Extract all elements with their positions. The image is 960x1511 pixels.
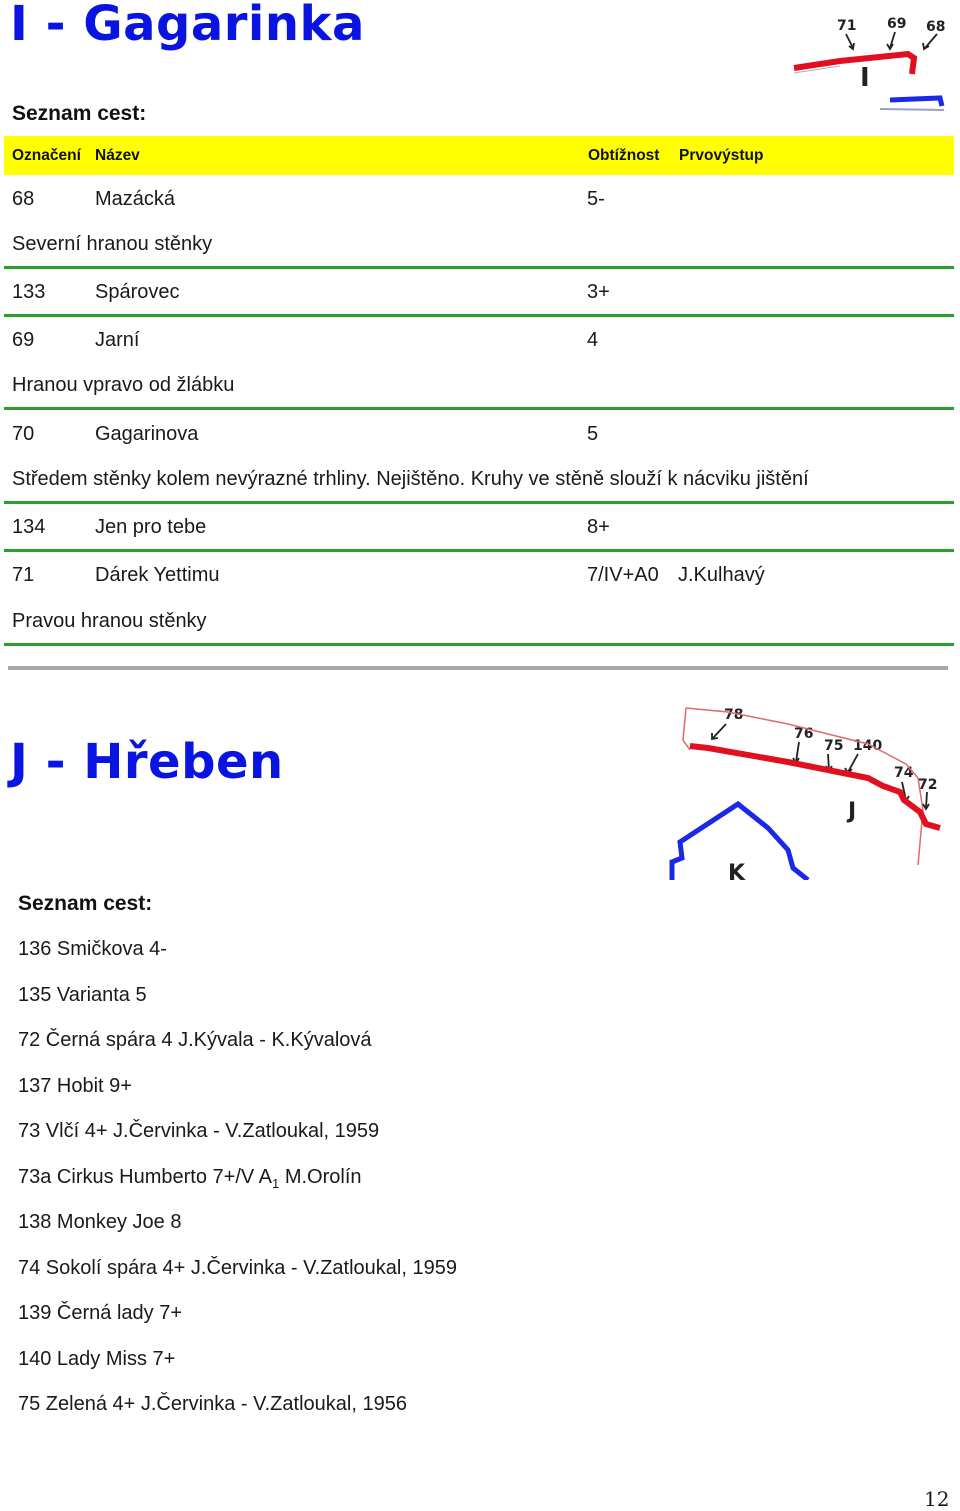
map-label-68: 68 [926, 19, 946, 35]
row-separator [4, 643, 954, 646]
route-line: 75 Zelená 4+ J.Červinka - V.Zatloukal, 1956 [18, 1393, 407, 1415]
route-73a-main: 73a Cirkus Humberto 7+/V A [18, 1166, 273, 1188]
map-label-j: J [848, 799, 857, 824]
route-line: 139 Černá lady 7+ [18, 1302, 183, 1324]
section-i-subtitle: Seznam cest: [12, 102, 147, 125]
route-name: Jarní [95, 329, 140, 351]
routes-table-header [4, 136, 954, 175]
column-header-grade: Obtížnost [588, 147, 660, 164]
section-i-map [780, 6, 952, 120]
row-separator [4, 314, 954, 317]
route-id: 69 [12, 329, 35, 351]
section-j-title: J - Hřeben [10, 734, 284, 790]
map-label-74: 74 [894, 765, 914, 781]
route-id: 133 [12, 281, 46, 303]
route-note: Pravou hranou stěnky [12, 610, 207, 632]
route-id: 71 [12, 564, 35, 586]
section-i-title: I - Gagarinka [10, 0, 365, 52]
route-line-73a [18, 1166, 362, 1191]
map-label-i: I [860, 63, 870, 93]
route-name: Jen pro tebe [95, 516, 207, 538]
page-number: 12 [924, 1487, 950, 1511]
map-label-k: K [728, 861, 746, 880]
route-line: 72 Černá spára 4 J.Kývala - K.Kývalová [18, 1029, 372, 1051]
column-header-first-ascent: Prvovýstup [679, 147, 764, 164]
route-grade: 5 [587, 423, 599, 445]
route-grade: 3+ [587, 281, 610, 303]
route-note: Severní hranou stěnky [12, 233, 213, 255]
section-j-subtitle: Seznam cest: [18, 892, 153, 915]
row-separator [4, 266, 954, 269]
route-grade: 5- [587, 188, 605, 210]
route-name: Gagarinova [95, 423, 199, 445]
map-label-75: 75 [824, 738, 844, 754]
route-line: 137 Hobit 9+ [18, 1075, 132, 1097]
column-header-id: Označení [12, 147, 81, 164]
map-label-69: 69 [887, 16, 907, 32]
row-separator [4, 407, 954, 410]
column-header-name: Název [95, 147, 140, 164]
route-name: Spárovec [95, 281, 180, 303]
route-grade: 4 [587, 329, 599, 351]
route-first-ascent: J.Kulhavý [678, 564, 765, 586]
route-id: 70 [12, 423, 35, 445]
route-73a-subscript: 1 [272, 1176, 280, 1191]
route-line: 138 Monkey Joe 8 [18, 1211, 182, 1233]
route-line: 140 Lady Miss 7+ [18, 1348, 176, 1370]
map-label-71: 71 [837, 18, 857, 34]
route-id: 68 [12, 188, 35, 210]
map-label-76: 76 [794, 726, 814, 742]
map-label-78: 78 [724, 707, 744, 723]
section-j-map [668, 700, 948, 880]
route-note: Hranou vpravo od žlábku [12, 374, 235, 396]
route-grade: 7/IV+A0 [587, 564, 659, 586]
route-grade: 8+ [587, 516, 610, 538]
route-id: 134 [12, 516, 46, 538]
route-line: 74 Sokolí spára 4+ J.Červinka - V.Zatloukal, 1959 [18, 1257, 457, 1279]
section-divider [8, 666, 948, 670]
map-label-140: 140 [853, 738, 883, 754]
route-line: 135 Varianta 5 [18, 984, 147, 1006]
route-note: Středem stěnky kolem nevýrazné trhliny. Nejištěno. Kruhy ve stěně slouží k nácviku jištění [12, 468, 809, 490]
route-name: Mazácká [95, 188, 176, 210]
route-line: 73 Vlčí 4+ J.Červinka - V.Zatloukal, 1959 [18, 1120, 380, 1142]
route-73a-first-ascent: M.Orolín [284, 1166, 362, 1188]
row-separator [4, 549, 954, 552]
route-line: 136 Smičkova 4- [18, 938, 167, 960]
route-name: Dárek Yettimu [95, 564, 220, 586]
row-separator [4, 501, 954, 504]
map-label-72: 72 [918, 777, 938, 793]
